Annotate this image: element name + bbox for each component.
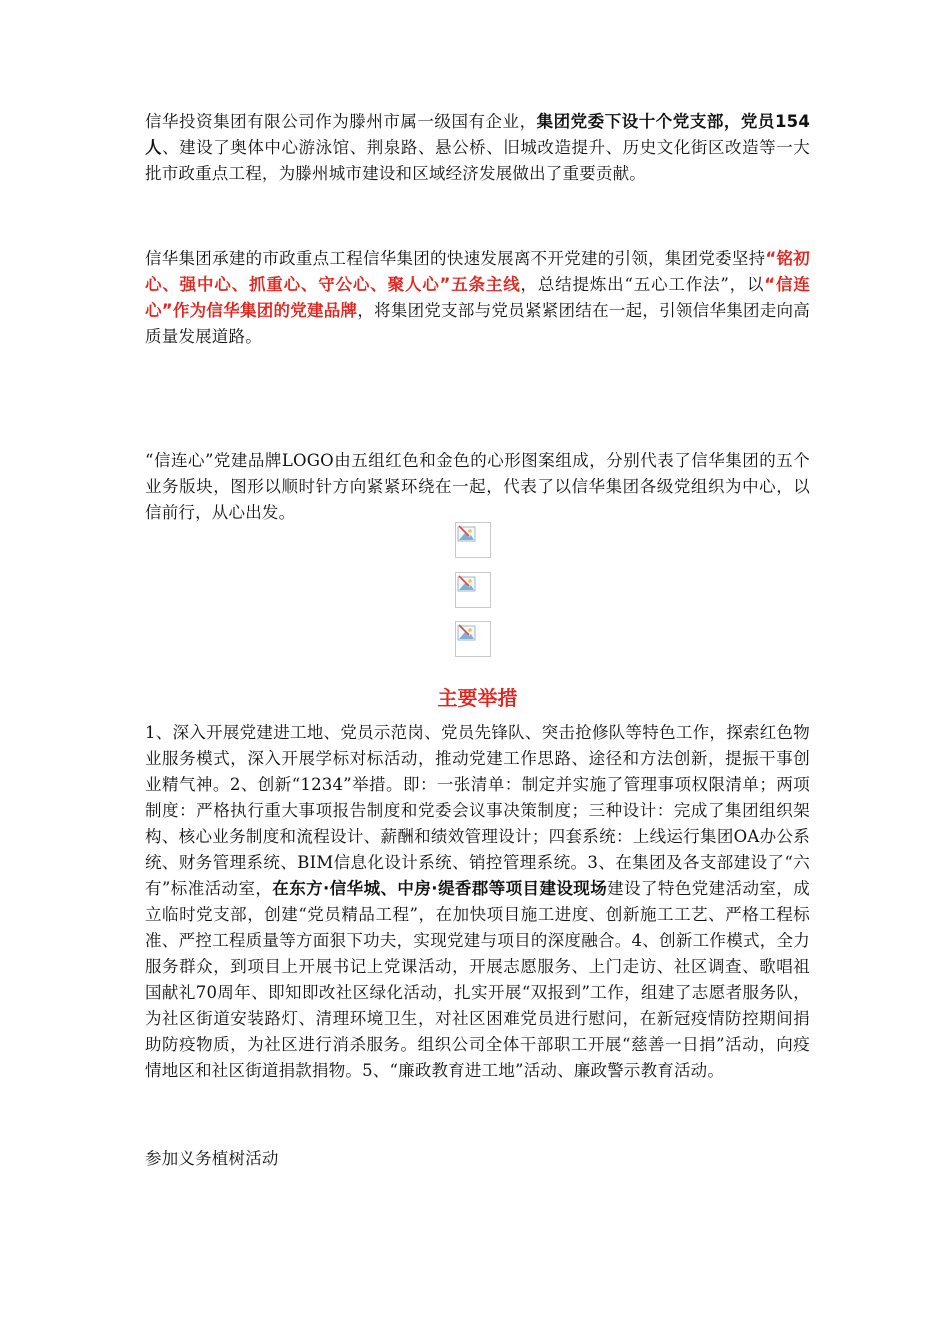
measures-paragraph	[145, 720, 810, 1084]
brand-text-3: ，将集团党支部与党员紧紧团结在一起，引领信华集团走向高质量发展道路。	[145, 301, 810, 346]
measures-highlight: 在东方·信华城、中房·缇香郡等项目建设现场	[272, 879, 608, 898]
measures-text-2: 建设了特色党建活动室，成立临时党支部，创建“党员精品工程”，在加快项目施工进度、创新施工工艺、严格工程标准、严控工程质量等方面狠下功夫，实现党建与项目的深度融合。4、创新工作模式，全力服务群众，到项目上开展书记上党课活动，开展志愿服务、上门走访、社区调查、歌唱祖国献礼70周年、即知即改社区绿化活动，扎实开展“双报到”工作，组建了志愿者服务队，为社区街道安装路灯、清理环境卫生，对社区困难党员进行慰问，在新冠疫情防控期间捐助防疫物质，为社区进行消杀服务。组织公司全体干部职工开展“慈善一日捐”活动，向疫情地区和社区街道捐款捐物。5、“廉政教育进工地”活动、廉政警示教育活动。	[145, 879, 810, 1080]
brand-name-highlight: “信连心”作为信华集团的党建品牌	[145, 275, 810, 320]
logo-description-paragraph: “信连心”党建品牌LOGO由五组红色和金色的心形图案组成，分别代表了信华集团的五个业务版块，图形以顺时针方向紧紧环绕在一起，代表了以信华集团各级党组织为中心，以信前行，从心出发。	[145, 451, 810, 522]
brand-main-lines: “铭初心、强中心、抓重心、守公心、聚人心”五条主线	[145, 249, 810, 294]
measures-text-1: 1、深入开展党建进工地、党员示范岗、党员先锋队、突击抢修队等特色工作，探索红色物业服务模式，深入开展学标对标活动，推动党建工作思路、途径和方法创新，提振干事创业精气神。2、创新“1234”举措。即：一张清单：制定并实施了管理事项权限清单；两项制度：严格执行重大事项报告制度和党委会议事决策制度；三种设计：完成了集团组织架构、核心业务制度和流程设计、薪酬和绩效管理设计；四套系统：上线运行集团OA办公系统、财务管理系统、BIM信息化设计系统、销控管理系统。3、在集团及各支部建设了“六有”标准活动室，	[145, 723, 810, 898]
section-title: 主要举措	[437, 686, 518, 710]
broken-image-3	[455, 621, 491, 657]
intro-text-1: 信华投资集团有限公司作为滕州市属一级国有企业，	[145, 112, 537, 131]
broken-image-2	[455, 572, 491, 608]
broken-image-icon	[457, 524, 477, 544]
intro-text-2: 、建设了奥体中心游泳馆、荆泉路、悬公桥、旧城改造提升、历史文化街区改造等一大批市政重点工程，为滕州城市建设和区域经济发展做出了重要贡献。	[145, 138, 810, 183]
intro-highlight: 集团党委下设十个党支部，党员154人	[145, 112, 810, 157]
broken-image-1	[455, 522, 491, 558]
closing-caption: 参加义务植树活动	[145, 1149, 279, 1168]
brand-paragraph	[145, 246, 810, 350]
broken-image-icon	[457, 623, 477, 643]
intro-paragraph	[145, 109, 810, 187]
broken-image-icon	[457, 574, 477, 594]
brand-text-1: 信华集团承建的市政重点工程信华集团的快速发展离不开党建的引领，集团党委坚持	[145, 249, 766, 268]
brand-text-2: ，总结提炼出“五心工作法”，以	[520, 275, 765, 294]
